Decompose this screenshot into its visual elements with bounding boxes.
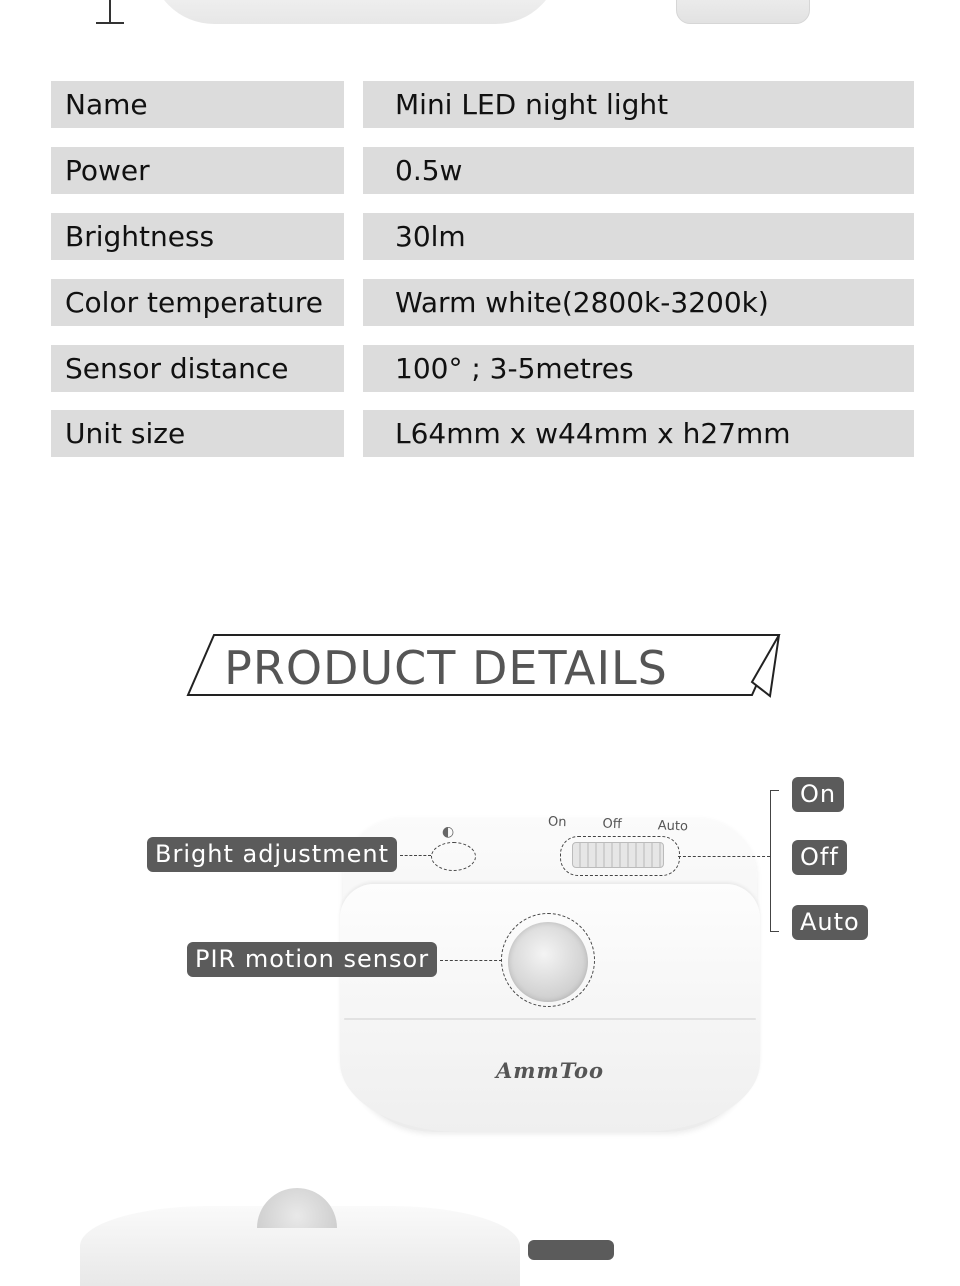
mode-badge-auto: Auto: [792, 905, 868, 940]
callout-leader-pir: [440, 960, 502, 961]
spec-row-sensor-distance: [51, 345, 914, 392]
switch-label-auto: Auto: [657, 818, 689, 835]
mode-badge-off: Off: [792, 840, 847, 875]
product-image-top-right: [676, 0, 810, 24]
bright-button-highlight: [431, 842, 476, 871]
spec-label: Brightness: [51, 213, 344, 260]
spec-label: Power: [51, 147, 344, 194]
spec-value: 100° ; 3-5metres: [363, 345, 914, 392]
switch-label-off: Off: [602, 816, 623, 833]
callout-leader-bright: [400, 855, 431, 856]
spec-value: L64mm x w44mm x h27mm: [363, 410, 914, 457]
spec-value: 30lm: [363, 213, 914, 260]
spec-row-color-temperature: [51, 279, 914, 326]
section-title: PRODUCT DETAILS: [224, 641, 668, 695]
device-seam: [344, 1018, 756, 1020]
spec-label: Sensor distance: [51, 345, 344, 392]
callout-pir-sensor: PIR motion sensor: [187, 942, 437, 977]
spec-row-power: [51, 147, 914, 194]
spec-value: Mini LED night light: [363, 81, 914, 128]
switch-label-on: On: [547, 814, 567, 831]
spec-row-name: [51, 81, 914, 128]
callout-bright-adjustment: Bright adjustment: [147, 837, 397, 872]
pir-sensor-highlight: [501, 913, 595, 1007]
brand-logo: AmmToo: [496, 1058, 604, 1083]
dimension-marker: [109, 0, 111, 23]
mode-badge-on: On: [792, 777, 844, 812]
spec-value: 0.5w: [363, 147, 914, 194]
product-image-top-left: [150, 0, 560, 24]
spec-row-unit-size: [51, 410, 914, 457]
spec-label: Name: [51, 81, 344, 128]
mode-switch-highlight: [560, 836, 680, 876]
brightness-icon: ◐: [442, 824, 455, 840]
spec-value: Warm white(2800k-3200k): [363, 279, 914, 326]
spec-label: Color temperature: [51, 279, 344, 326]
dimension-marker-base: [96, 22, 124, 24]
callout-leader-switch: [678, 856, 770, 857]
mode-bracket: [770, 790, 779, 932]
callout-badge-bottom: [528, 1240, 614, 1260]
pir-sensor-dome-bottom: [257, 1188, 337, 1228]
spec-label: Unit size: [51, 410, 344, 457]
spec-row-brightness: [51, 213, 914, 260]
